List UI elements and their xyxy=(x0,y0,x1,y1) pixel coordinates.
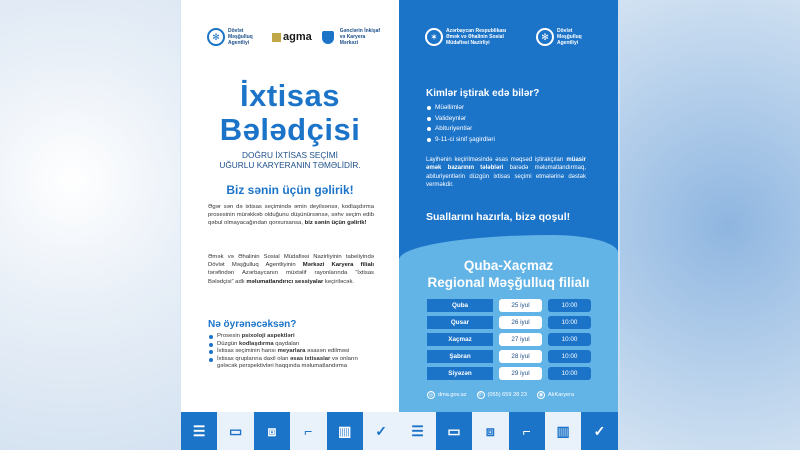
schedule-city: Xaçmaz xyxy=(427,333,493,346)
phone-icon: ✆ xyxy=(478,392,483,398)
bottom-icon-strip xyxy=(181,412,618,450)
schedule-time: 10:00 xyxy=(548,367,591,380)
learn-list xyxy=(208,333,374,371)
ministry-logo-text: Azərbaycan Respublikası Əmək və Əhalinin Sosial Müdafiəsi Nazirliyi xyxy=(446,28,507,46)
sessions-text-3: keçiriləcək. xyxy=(324,278,355,285)
schedule-date: 28 iyul xyxy=(499,350,542,363)
schedule-time: 10:00 xyxy=(548,333,591,346)
schedule-city: Quba xyxy=(427,299,493,312)
phone-contact[interactable] xyxy=(477,391,528,399)
intro-text: Əgər sən də ixtisas seçimində əmin deyilsənsə, kodlaşdırma prosesinin mürəkkəb olduğunu düşünürsənsə, səhv seçim edib qəbul olmayacağından qorxursansa, xyxy=(208,204,374,227)
bar-chart-icon: ▥ xyxy=(545,412,581,450)
who-item: 9-11-ci sinif şagirdləri xyxy=(426,135,596,146)
sessions-bold-1: Mərkəzi Karyera filialı xyxy=(302,262,375,269)
schedule-city: Siyəzən xyxy=(427,367,493,380)
title-line-1: İxtisas xyxy=(239,78,340,113)
who-heading: Kimlər iştirak edə bilər? xyxy=(426,88,540,99)
learn-item: Prosesin psixoloji aspektləri xyxy=(208,333,374,341)
contacts-row xyxy=(427,391,584,399)
check-icon: ✓ xyxy=(581,412,617,450)
learn-heading: Nə öyrənəcəksən? xyxy=(208,319,297,330)
who-item: Valideynlər xyxy=(426,114,596,125)
ministry-logo xyxy=(425,28,518,46)
dma-logo xyxy=(207,28,262,46)
subtitle-line-1: DOĞRU İXTİSAS SEÇİMİ xyxy=(242,150,338,160)
schedule-row xyxy=(427,350,591,363)
dma-emblem-icon: ✻ xyxy=(207,28,225,46)
right-panel xyxy=(399,0,618,412)
learn-item: Düzgün kodlaşdırma qaydaları xyxy=(208,341,374,349)
schedule-row xyxy=(427,316,591,329)
schedule-date: 25 iyul xyxy=(499,299,542,312)
branch-line-1: Quba-Xaçmaz xyxy=(463,258,554,273)
website-text: dma.gov.az xyxy=(438,392,467,398)
agma-mark-icon xyxy=(272,33,281,42)
career-center-logo xyxy=(322,28,384,46)
career-center-logo-text: Gənclərin İnkişaf və Karyera Mərkəzi xyxy=(339,28,381,46)
slogan: Biz sənin üçün gəlirik! xyxy=(226,183,354,197)
schedule-date: 26 iyul xyxy=(499,316,542,329)
website-contact[interactable] xyxy=(427,391,467,399)
shield-icon xyxy=(322,31,334,44)
instagram-contact[interactable] xyxy=(537,391,574,399)
who-list xyxy=(426,103,596,145)
sessions-text-2: tərəfindən Azərbaycanın müxtəlif rayonlarında “İxtisas Bələdçisi” adlı xyxy=(208,270,374,285)
schedule-date: 27 iyul xyxy=(499,333,542,346)
chat-icon: ▭ xyxy=(217,412,253,450)
schedule-row xyxy=(427,333,591,346)
learn-item: İxtisas seçiminin hansı meyarlara əsasən edilməsi xyxy=(208,348,374,356)
bar-chart-icon: ▥ xyxy=(327,412,363,450)
schedule-row xyxy=(427,299,591,312)
schedule-city: Şabran xyxy=(427,350,493,363)
briefcase-icon: ⧈ xyxy=(472,412,508,450)
left-logo-row xyxy=(207,28,394,46)
check-icon: ✓ xyxy=(363,412,399,450)
purpose-paragraph xyxy=(426,156,586,190)
dma-logo-right xyxy=(536,28,591,46)
agma-logo xyxy=(272,31,312,43)
sessions-text-1: Əmək və Əhalinin Sosial Müdafiəsi Nazirliyinin tabeliyində Dövlət Məşğulluq Agentliyinin xyxy=(208,254,374,269)
ministry-emblem-icon: ✶ xyxy=(425,28,443,46)
call-to-action: Suallarını hazırla, bizə qoşul! xyxy=(426,211,571,223)
stairs-icon: ⌐ xyxy=(509,412,545,450)
poster xyxy=(181,0,618,450)
intro-paragraph xyxy=(208,203,374,228)
list-icon: ☰ xyxy=(181,412,217,450)
who-item: Müəllimlər xyxy=(426,103,596,114)
branch-line-2: Regional Məşğulluq filialı xyxy=(427,275,590,290)
globe-icon: ◎ xyxy=(428,392,434,398)
schedule-row xyxy=(427,367,591,380)
title-line-2: Bələdçisi xyxy=(219,112,361,147)
intro-bold: biz sənin üçün gəlirik! xyxy=(304,220,367,227)
stairs-icon: ⌐ xyxy=(290,412,326,450)
instagram-text: AlıKaryera xyxy=(548,392,575,398)
instagram-icon: ◉ xyxy=(538,392,544,398)
schedule-time: 10:00 xyxy=(548,316,591,329)
schedule-city: Qusar xyxy=(427,316,493,329)
dma-logo-text-right: Dövlət Məşğulluq Agentliyi xyxy=(557,28,582,46)
phone-text: (055) 659 28 23 xyxy=(487,392,528,398)
purpose-text-2: barədə məlumatlandırmaq, abituriyentlərin düzgün ixtisas seçimi etmələrinə dəstək verməkdir. xyxy=(426,165,586,189)
list-icon: ☰ xyxy=(399,412,435,450)
purpose-bold: müasir əmək bazarının tələbləri xyxy=(426,157,587,172)
schedule-date: 29 iyul xyxy=(499,367,542,380)
background-blur-left xyxy=(0,0,180,450)
schedule-time: 10:00 xyxy=(548,299,591,312)
agma-logo-text: agma xyxy=(283,31,312,43)
sessions-bold-2: məlumatlandırıcı sessiyalar xyxy=(246,278,324,285)
subtitle-line-2: UĞURLU KARYERANIN TƏMƏLİDİR. xyxy=(219,160,361,170)
background-blur-right xyxy=(620,0,800,450)
briefcase-icon: ⧈ xyxy=(254,412,290,450)
chat-icon: ▭ xyxy=(436,412,472,450)
dma-emblem-icon: ✻ xyxy=(536,28,554,46)
left-panel xyxy=(181,0,399,412)
who-item: Abituriyentlər xyxy=(426,124,596,135)
right-logo-row xyxy=(425,28,601,46)
dma-logo-text: Dövlət Məşğulluq Agentliyi xyxy=(228,28,253,46)
learn-item: İxtisas qruplarına daxil olan əsas ixtisaslar və onların gələcək perspektivləri haqqında məlumatlandırma xyxy=(208,356,374,371)
schedule-time: 10:00 xyxy=(548,350,591,363)
sessions-paragraph xyxy=(208,253,374,286)
purpose-text-1: Layihənin keçirilməsində əsas məqsəd iştirakçıları xyxy=(426,157,564,163)
